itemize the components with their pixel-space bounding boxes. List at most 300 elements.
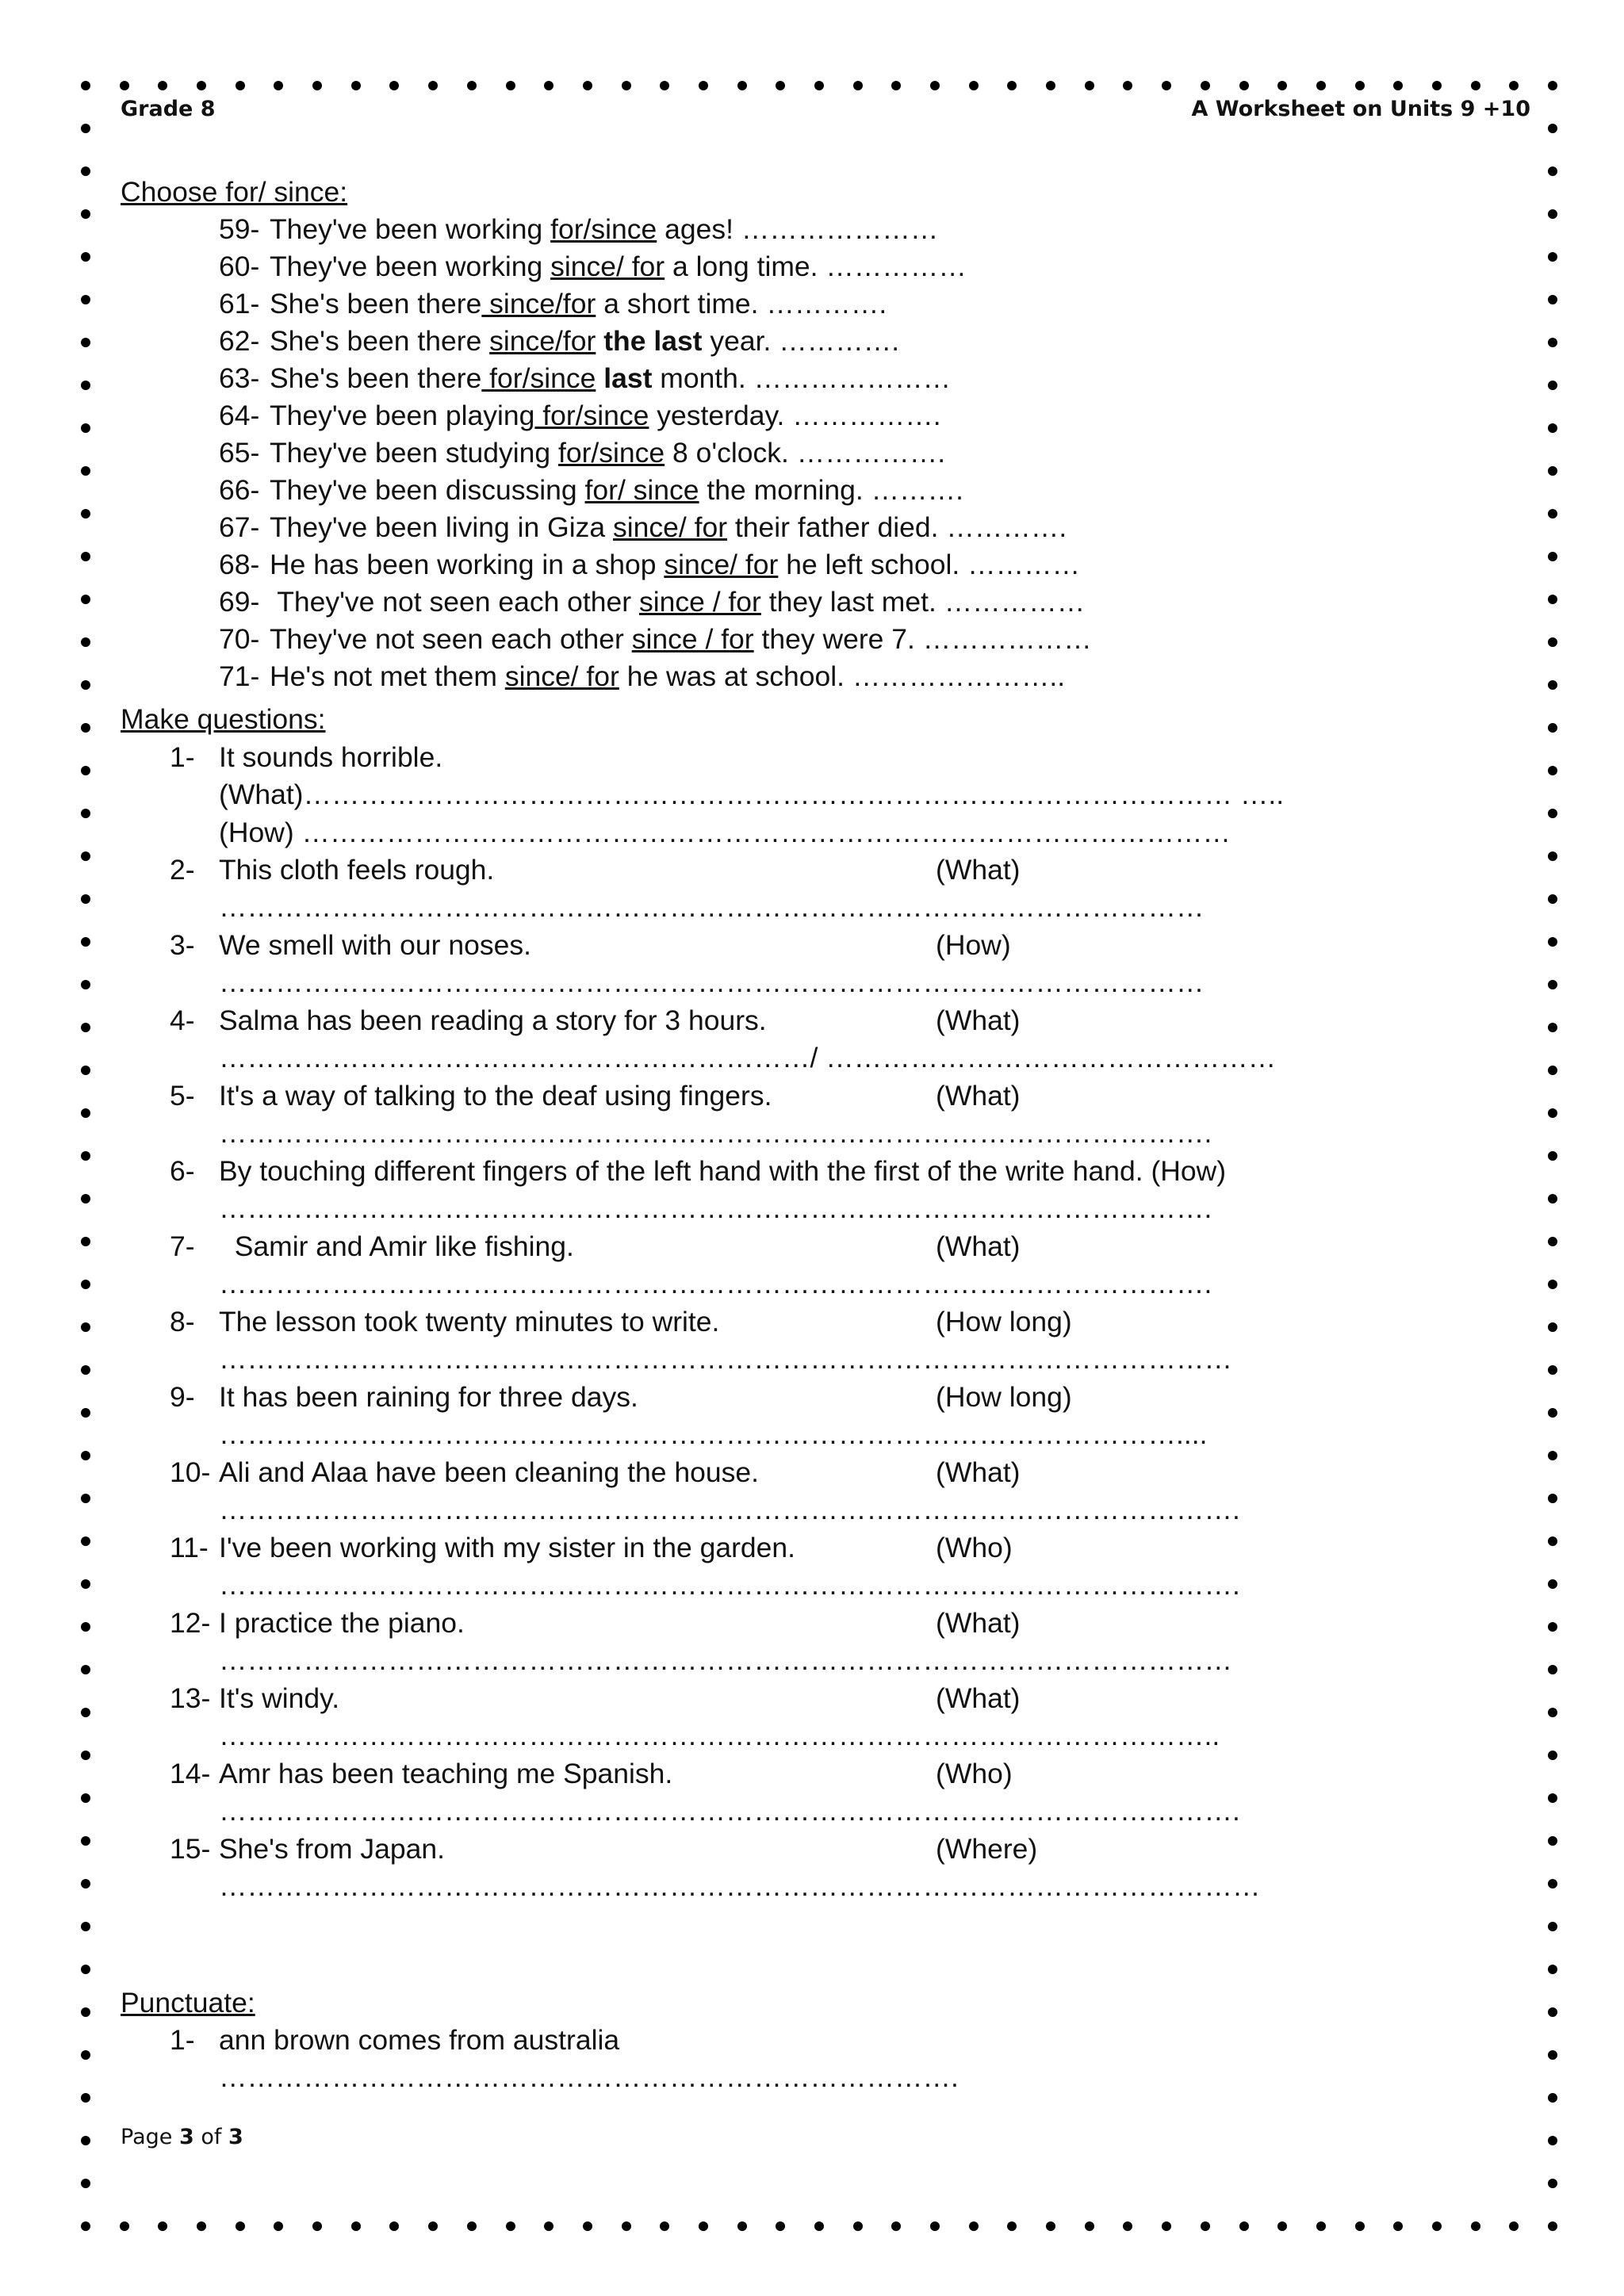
border-dot xyxy=(312,2221,322,2231)
border-dot xyxy=(1085,81,1094,90)
page-current: 3 xyxy=(178,2125,194,2149)
item-number: 68- xyxy=(219,549,260,580)
border-dot xyxy=(737,2221,747,2231)
item-text xyxy=(270,360,951,397)
border-dot xyxy=(1316,2221,1326,2231)
item-number: 62- xyxy=(219,325,260,357)
item-text xyxy=(270,211,938,248)
border-dot xyxy=(81,252,90,262)
answer-line-how: (How) ……………………………………………………………………………………… xyxy=(219,817,1231,848)
border-dot xyxy=(1239,81,1249,90)
border-dot xyxy=(699,2221,708,2231)
border-dot xyxy=(81,552,90,561)
item-number: 59- xyxy=(219,213,260,245)
border-dot xyxy=(1548,766,1557,775)
border-dot xyxy=(776,81,785,90)
item-prefix: They've been discussing xyxy=(270,474,585,506)
border-dot xyxy=(1548,2050,1557,2060)
item-emphasis: last xyxy=(603,362,653,394)
question-word: (Where) xyxy=(936,1833,1038,1865)
item-suffix: a long time. …………… xyxy=(665,251,967,282)
item-prefix: They've not seen each other xyxy=(270,586,639,618)
question-number: 9- xyxy=(170,1381,195,1413)
answer-line: …………………………………………………………………………………………….. xyxy=(219,1720,1220,1751)
item-suffix: they last met. …………… xyxy=(760,586,1086,618)
choice-for-since: since/ for xyxy=(504,660,619,692)
border-dot xyxy=(81,466,90,476)
item-number: 69- xyxy=(219,586,260,618)
item-prefix: They've been playing xyxy=(270,400,535,431)
question-number: 3- xyxy=(170,929,195,961)
question-text: Salma has been reading a story for 3 hours. xyxy=(219,1004,767,1036)
item-prefix: He has been working in a shop xyxy=(270,549,665,580)
border-dot xyxy=(81,1622,90,1632)
border-dot xyxy=(274,81,283,90)
border-dot xyxy=(351,2221,361,2231)
item-prefix: She's been there xyxy=(270,325,490,357)
page-of: of xyxy=(193,2125,228,2149)
border-dot xyxy=(1548,1665,1557,1674)
item-suffix: yesterday. ……………. xyxy=(649,400,941,431)
border-dot xyxy=(1548,1408,1557,1418)
border-dot xyxy=(158,2221,167,2231)
question-number: 15- xyxy=(170,1833,211,1865)
border-dot xyxy=(1548,851,1557,861)
answer-line: …………………………………………………………………………………………… xyxy=(219,891,1205,923)
border-dot xyxy=(544,81,553,90)
border-dot xyxy=(81,423,90,433)
question-word: (What) xyxy=(936,1682,1021,1714)
border-dot xyxy=(853,81,863,90)
border-dot xyxy=(891,81,901,90)
border-dot xyxy=(81,1023,90,1032)
item-suffix: month. ………………… xyxy=(652,362,952,394)
item-gap xyxy=(596,362,603,394)
border-dot xyxy=(583,2221,592,2231)
border-dot xyxy=(506,2221,515,2231)
item-suffix: 8 o'clock. ……………. xyxy=(665,437,946,469)
item-number: 64- xyxy=(219,400,260,431)
item-suffix: year. …………. xyxy=(702,325,900,357)
border-dot xyxy=(1548,338,1557,347)
item-prefix: He's not met them xyxy=(270,660,505,692)
border-dot xyxy=(81,2050,90,2060)
item-emphasis: the last xyxy=(603,325,703,357)
item-text xyxy=(270,434,945,472)
choice-for-since: for/since xyxy=(557,437,665,469)
border-dot xyxy=(351,81,361,90)
border-dot xyxy=(1471,81,1480,90)
question-number: 7- xyxy=(170,1230,195,1262)
item-suffix: ages! ………………… xyxy=(657,213,939,245)
item-prefix: They've been working xyxy=(270,251,551,282)
border-dot xyxy=(81,1151,90,1161)
border-dot xyxy=(1007,2221,1017,2231)
item-gap xyxy=(596,325,603,357)
border-dot xyxy=(1509,2221,1519,2231)
border-dot xyxy=(81,1108,90,1118)
border-dot xyxy=(81,1408,90,1418)
item-number: 63- xyxy=(219,362,260,394)
border-dot xyxy=(1548,1365,1557,1375)
border-dot xyxy=(1548,1879,1557,1888)
question-word: (What) xyxy=(936,1080,1021,1112)
border-dot xyxy=(389,81,399,90)
border-dot xyxy=(1393,2221,1403,2231)
item-text xyxy=(270,584,1085,621)
border-dot xyxy=(1548,381,1557,390)
border-dot xyxy=(1548,509,1557,519)
question-text: Samir and Amir like fishing. xyxy=(219,1230,574,1262)
item-text xyxy=(270,323,899,360)
border-dot xyxy=(1548,1151,1557,1161)
border-dot xyxy=(81,1536,90,1546)
section-title-choose: Choose for/ since: xyxy=(121,176,348,208)
border-dot xyxy=(1548,980,1557,989)
question-number: 5- xyxy=(170,1080,195,1112)
border-dot xyxy=(81,1665,90,1674)
border-dot xyxy=(1548,1322,1557,1332)
border-dot xyxy=(930,81,940,90)
border-dot xyxy=(1548,595,1557,604)
border-dot xyxy=(81,124,90,133)
border-dot xyxy=(853,2221,863,2231)
item-number: 65- xyxy=(219,437,260,469)
border-dot xyxy=(1548,552,1557,561)
question-text: It sounds horrible. xyxy=(219,741,443,773)
border-dot xyxy=(1046,81,1055,90)
border-dot xyxy=(389,2221,399,2231)
border-dot xyxy=(1432,2221,1442,2231)
item-text xyxy=(270,621,1092,658)
border-dot xyxy=(1548,2136,1557,2145)
border-dot xyxy=(1548,1023,1557,1032)
item-text xyxy=(270,248,967,285)
border-dot xyxy=(81,1922,90,1931)
border-dot xyxy=(737,81,747,90)
border-dot xyxy=(1548,1751,1557,1760)
border-dot xyxy=(1355,81,1365,90)
choice-for-since: since/ for xyxy=(550,251,665,282)
border-dot xyxy=(81,1280,90,1289)
border-dot xyxy=(81,81,90,90)
border-dot xyxy=(1548,2093,1557,2103)
item-suffix: he was at school. ………………….. xyxy=(619,660,1066,692)
border-dot xyxy=(81,1836,90,1846)
border-dot xyxy=(1548,1237,1557,1246)
item-text xyxy=(270,546,1080,584)
border-dot xyxy=(776,2221,785,2231)
question-word: (What) xyxy=(936,1004,1021,1036)
item-number: 70- xyxy=(219,623,260,655)
section-title-questions: Make questions: xyxy=(121,703,326,735)
border-dot xyxy=(1548,1108,1557,1118)
border-dot xyxy=(930,2221,940,2231)
item-suffix: the morning. ………. xyxy=(699,474,963,506)
border-dot xyxy=(1548,1494,1557,1503)
border-dot xyxy=(891,2221,901,2231)
border-dot xyxy=(1548,1708,1557,1717)
border-dot xyxy=(1201,2221,1210,2231)
border-dot xyxy=(1123,81,1132,90)
border-dot xyxy=(969,2221,979,2231)
border-dot xyxy=(274,2221,283,2231)
border-dot xyxy=(699,81,708,90)
border-dot xyxy=(1548,81,1557,90)
item-number: 71- xyxy=(219,660,260,692)
border-dot xyxy=(81,509,90,519)
question-word: (What) xyxy=(936,1607,1021,1639)
border-dot xyxy=(1548,809,1557,818)
border-dot xyxy=(81,1579,90,1589)
border-dot xyxy=(1432,81,1442,90)
border-dot xyxy=(814,81,824,90)
border-dot xyxy=(1548,1536,1557,1546)
item-suffix: their father died. …………. xyxy=(727,511,1067,543)
item-number: 60- xyxy=(219,251,260,282)
question-number: 8- xyxy=(170,1306,195,1337)
border-dot xyxy=(622,2221,631,2231)
question-number: 10- xyxy=(170,1456,211,1488)
question-text: It's windy. xyxy=(219,1682,340,1714)
item-suffix: a short time. …………. xyxy=(596,288,887,320)
item-prefix: They've been living in Giza xyxy=(270,511,614,543)
question-number: 1- xyxy=(170,741,195,773)
border-dot xyxy=(1548,937,1557,947)
border-dot xyxy=(1548,2221,1557,2231)
item-prefix: She's been there xyxy=(270,288,482,320)
item-text xyxy=(270,509,1067,546)
answer-line: ………………………………………………………………………………………………. xyxy=(219,1569,1240,1601)
border-dot xyxy=(81,1194,90,1203)
grade-label: Grade 8 xyxy=(121,97,216,121)
border-dot xyxy=(81,937,90,947)
border-dot xyxy=(81,1965,90,1974)
border-dot xyxy=(1548,423,1557,433)
border-dot xyxy=(81,1365,90,1375)
page-total: 3 xyxy=(228,2125,243,2149)
border-dot xyxy=(81,766,90,775)
section-title-punctuate: Punctuate: xyxy=(121,1987,255,2019)
question-word: (What) xyxy=(936,854,1021,886)
border-dot xyxy=(81,1322,90,1332)
question-text: She's from Japan. xyxy=(219,1833,446,1865)
border-dot xyxy=(81,209,90,219)
question-number: 14- xyxy=(170,1758,211,1789)
border-dot xyxy=(969,81,979,90)
question-number: 4- xyxy=(170,1004,195,1036)
border-dot xyxy=(312,81,322,90)
border-dot xyxy=(1548,723,1557,733)
item-text xyxy=(270,658,1065,695)
choice-for-since: for/since xyxy=(481,362,596,394)
border-dot xyxy=(1509,81,1519,90)
border-dot xyxy=(81,980,90,989)
border-dot xyxy=(1277,2221,1287,2231)
border-dot xyxy=(428,81,438,90)
question-text: The lesson took twenty minutes to write. xyxy=(219,1306,720,1337)
answer-line: ………………………………………………………………………………………….... xyxy=(219,1418,1208,1450)
border-dot xyxy=(1548,1194,1557,1203)
border-dot xyxy=(120,81,129,90)
answer-line: ……………………………………………………………………………………………. xyxy=(219,1117,1212,1149)
border-dot xyxy=(81,595,90,604)
answer-line: ………………………………………………………………………………………………. xyxy=(219,1795,1240,1827)
border-dot xyxy=(1548,295,1557,304)
border-dot xyxy=(197,81,206,90)
border-dot xyxy=(1548,1579,1557,1589)
border-dot xyxy=(197,2221,206,2231)
border-dot xyxy=(81,1708,90,1717)
border-dot xyxy=(81,1494,90,1503)
border-dot xyxy=(1548,124,1557,133)
question-number: 6- xyxy=(170,1155,195,1187)
border-dot xyxy=(1548,209,1557,219)
border-dot xyxy=(1548,1280,1557,1289)
question-text: It's a way of talking to the deaf using fingers. xyxy=(219,1080,772,1112)
choice-for-since: for/since xyxy=(550,213,657,245)
border-dot xyxy=(158,81,167,90)
choice-for-since: since / for xyxy=(631,623,754,655)
border-dot xyxy=(583,81,592,90)
border-dot xyxy=(81,637,90,647)
border-dot xyxy=(1548,166,1557,176)
answer-line: ………………………………………………………/ ………………………………………… xyxy=(219,1042,1277,1073)
item-number: 67- xyxy=(219,511,260,543)
question-text: This cloth feels rough. xyxy=(219,854,495,886)
answer-line: ……………………………………………………………………………………………… xyxy=(219,1343,1232,1375)
border-dot xyxy=(1239,2221,1249,2231)
question-text: Amr has been teaching me Spanish. xyxy=(219,1758,673,1789)
border-dot xyxy=(1162,81,1171,90)
border-dot xyxy=(1548,252,1557,262)
border-dot xyxy=(81,2093,90,2103)
border-dot xyxy=(81,1751,90,1760)
border-dot xyxy=(1201,81,1210,90)
border-dot xyxy=(1548,2007,1557,2017)
question-word: (Who) xyxy=(936,1758,1013,1789)
border-dot xyxy=(814,2221,824,2231)
choice-for-since: since/for xyxy=(489,325,596,357)
item-number: 61- xyxy=(219,288,260,320)
item-prefix: She's been there xyxy=(270,362,482,394)
border-dot xyxy=(81,809,90,818)
border-dot xyxy=(1085,2221,1094,2231)
border-dot xyxy=(81,381,90,390)
border-dot xyxy=(81,1066,90,1075)
question-number: 13- xyxy=(170,1682,211,1714)
item-suffix: he left school. ………… xyxy=(778,549,1081,580)
border-dot xyxy=(1548,1793,1557,1803)
border-dot xyxy=(660,2221,669,2231)
border-dot xyxy=(1548,1922,1557,1931)
question-text: I've been working with my sister in the garden. xyxy=(219,1532,795,1563)
border-dot xyxy=(1548,2179,1557,2188)
worksheet-title: A Worksheet on Units 9 +10 xyxy=(1191,97,1530,121)
border-dot xyxy=(1355,2221,1365,2231)
border-dot xyxy=(1316,81,1326,90)
question-text: We smell with our noses. xyxy=(219,929,531,961)
border-dot xyxy=(1548,1066,1557,1075)
border-dot xyxy=(1548,1451,1557,1460)
choice-for-since: since/ for xyxy=(613,511,728,543)
choice-for-since: since/for xyxy=(481,288,596,320)
item-number: 66- xyxy=(219,474,260,506)
border-dot xyxy=(1162,2221,1171,2231)
border-dot xyxy=(1548,894,1557,904)
answer-line: ……………………………………………………………………………………………… xyxy=(219,1644,1232,1676)
choice-for-since: for/since xyxy=(534,400,649,431)
question-text: Ali and Alaa have been cleaning the house. xyxy=(219,1456,759,1488)
border-dot xyxy=(1548,1965,1557,1974)
question-word: (How) xyxy=(936,929,1011,961)
choice-for-since: since / for xyxy=(638,586,761,618)
question-text: I practice the piano. xyxy=(219,1607,465,1639)
punctuate-number: 1- xyxy=(170,2024,195,2056)
item-prefix: They've not seen each other xyxy=(270,623,632,655)
item-text xyxy=(270,285,887,323)
border-dot xyxy=(81,166,90,176)
border-dot xyxy=(120,2221,129,2231)
border-dot xyxy=(81,851,90,861)
border-dot xyxy=(506,81,515,90)
border-dot xyxy=(467,2221,477,2231)
border-dot xyxy=(1393,81,1403,90)
border-dot xyxy=(81,338,90,347)
answer-line: ………………………………………………………………………………………………. xyxy=(219,1494,1240,1525)
choice-for-since: for/ since xyxy=(584,474,699,506)
border-dot xyxy=(236,2221,245,2231)
border-dot xyxy=(236,81,245,90)
border-dot xyxy=(1046,2221,1055,2231)
choice-for-since: since/ for xyxy=(664,549,779,580)
border-dot xyxy=(81,1793,90,1803)
border-dot xyxy=(81,2179,90,2188)
question-word: (How long) xyxy=(936,1381,1072,1413)
punctuate-text: ann brown comes from australia xyxy=(219,2024,620,2056)
answer-line: …………………………………………………………………………………………… xyxy=(219,966,1205,998)
border-dot xyxy=(1277,81,1287,90)
item-suffix: they were 7. ……………… xyxy=(753,623,1092,655)
border-dot xyxy=(467,81,477,90)
border-dot xyxy=(1548,637,1557,647)
border-dot xyxy=(81,723,90,733)
question-text: It has been raining for three days. xyxy=(219,1381,638,1413)
border-dot xyxy=(544,2221,553,2231)
border-dot xyxy=(81,680,90,690)
answer-line: ………………………………………………………………………………………………… xyxy=(219,1870,1261,1902)
question-word: (What) xyxy=(936,1230,1021,1262)
question-word: (How long) xyxy=(936,1306,1072,1337)
page-footer xyxy=(121,2125,243,2149)
answer-line: ……………………………………………………………………………………………. xyxy=(219,1192,1212,1224)
question-number: 2- xyxy=(170,854,195,886)
item-text xyxy=(270,397,941,434)
border-dot xyxy=(428,2221,438,2231)
border-dot xyxy=(81,2007,90,2017)
border-dot xyxy=(81,1451,90,1460)
border-dot xyxy=(1548,680,1557,690)
border-dot xyxy=(1548,1836,1557,1846)
answer-line-what: (What)……………………………………………………………………………………… ….. xyxy=(219,779,1285,810)
answer-line: ……………………………………………………………………………………………. xyxy=(219,1268,1212,1299)
border-dot xyxy=(81,295,90,304)
question-number: 12- xyxy=(170,1607,211,1639)
question-text: By touching different fingers of the left hand with the first of the write hand. (How) xyxy=(219,1155,1227,1187)
border-dot xyxy=(660,81,669,90)
border-dot xyxy=(1007,81,1017,90)
border-dot xyxy=(81,1237,90,1246)
